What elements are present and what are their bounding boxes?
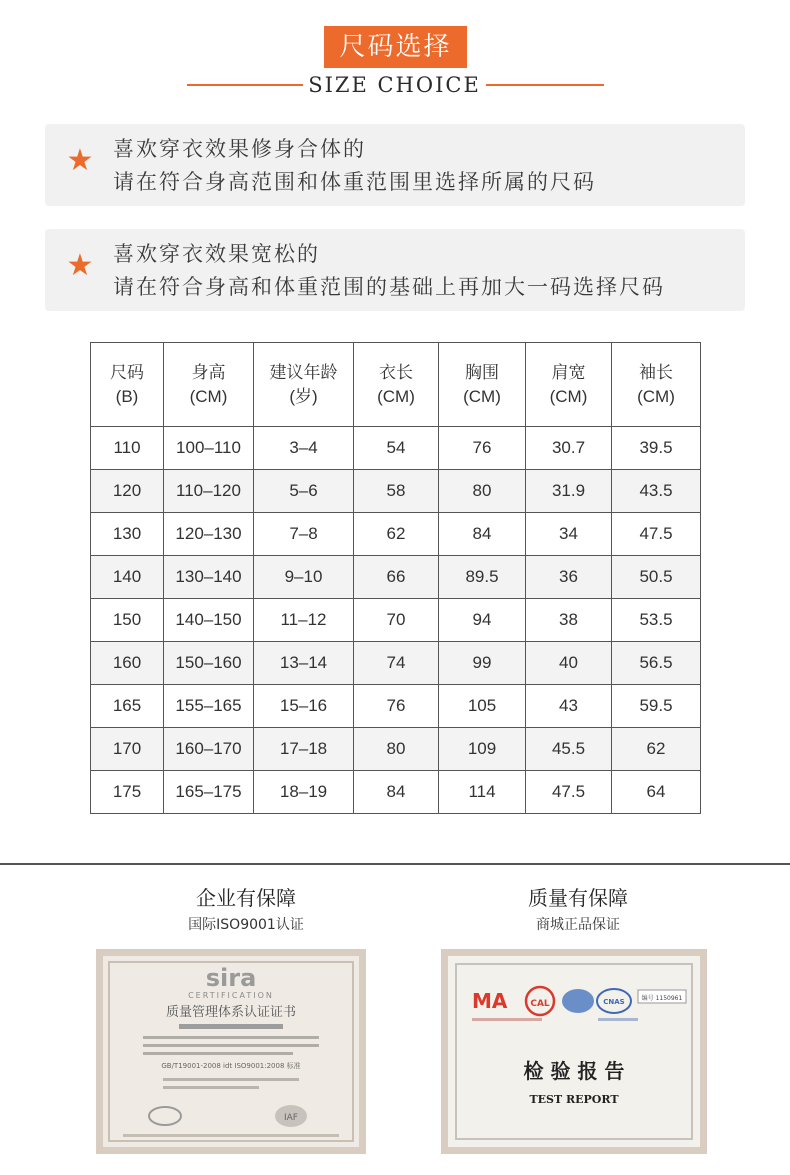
table-cell: 110–120 <box>164 470 254 513</box>
table-cell: 47.5 <box>526 771 612 814</box>
star-icon: ★ <box>66 248 94 283</box>
table-cell: 5–6 <box>254 470 354 513</box>
column-unit: (CM) <box>189 386 228 406</box>
table-cell: 58 <box>354 470 439 513</box>
cal-logo-icon: CAL <box>530 999 550 1009</box>
cert-brand-sub: CERTIFICATION <box>188 991 274 1000</box>
table-row <box>91 556 701 599</box>
column-unit: (CM) <box>637 386 675 406</box>
table-cell: 160 <box>91 642 164 685</box>
column-label: 身高 <box>191 362 226 382</box>
guarantee-title: 企业有保障 <box>196 886 296 910</box>
table-cell: 3–4 <box>254 427 354 470</box>
column-header <box>354 343 439 427</box>
table-cell: 170 <box>91 728 164 771</box>
tip-line-1: 喜欢穿衣效果宽松的 <box>113 242 320 266</box>
table-cell: 76 <box>439 427 526 470</box>
table-cell: 43.5 <box>612 470 701 513</box>
table-row <box>91 728 701 771</box>
table-row <box>91 427 701 470</box>
table-cell: 99 <box>439 642 526 685</box>
table-cell: 18–19 <box>254 771 354 814</box>
table-row <box>91 685 701 728</box>
cnas-logo-icon: CNAS <box>603 998 625 1006</box>
table-cell: 53.5 <box>612 599 701 642</box>
column-unit: (CM) <box>377 386 415 406</box>
table-cell: 76 <box>354 685 439 728</box>
report-number: 编号 1150961 <box>641 995 683 1002</box>
table-cell: 89.5 <box>439 556 526 599</box>
table-row <box>91 642 701 685</box>
subtitle-divider-right <box>486 84 604 86</box>
page-subtitle: SIZE CHOICE <box>308 73 481 97</box>
iso-certificate-graphic <box>103 956 359 1147</box>
table-cell: 66 <box>354 556 439 599</box>
quality-guarantee <box>428 884 728 937</box>
star-icon: ★ <box>66 143 94 178</box>
table-cell: 56.5 <box>612 642 701 685</box>
table-row <box>91 599 701 642</box>
table-cell: 9–10 <box>254 556 354 599</box>
table-cell: 165–175 <box>164 771 254 814</box>
fit-tip-slim <box>45 124 745 206</box>
table-cell: 13–14 <box>254 642 354 685</box>
table-cell: 15–16 <box>254 685 354 728</box>
table-cell: 70 <box>354 599 439 642</box>
guarantee-subtitle: 商城正品保证 <box>536 917 620 933</box>
table-cell: 130 <box>91 513 164 556</box>
table-cell: 50.5 <box>612 556 701 599</box>
table-cell: 140 <box>91 556 164 599</box>
table-cell: 109 <box>439 728 526 771</box>
column-header <box>612 343 701 427</box>
table-cell: 38 <box>526 599 612 642</box>
page-title: 尺码选择 <box>324 26 467 68</box>
section-divider <box>0 863 790 865</box>
table-cell: 59.5 <box>612 685 701 728</box>
cert-standard: GB/T19001-2008 idt ISO9001:2008 标准 <box>161 1062 301 1070</box>
table-cell: 74 <box>354 642 439 685</box>
table-cell: 7–8 <box>254 513 354 556</box>
table-cell: 84 <box>354 771 439 814</box>
table-cell: 54 <box>354 427 439 470</box>
report-title-en: TEST REPORT <box>529 1093 619 1106</box>
table-cell: 105 <box>439 685 526 728</box>
column-header <box>91 343 164 427</box>
table-cell: 175 <box>91 771 164 814</box>
table-cell: 120 <box>91 470 164 513</box>
test-report-graphic <box>448 956 700 1147</box>
report-title-cn: 检 验 报 告 <box>523 1059 625 1083</box>
cert-badge: IAF <box>284 1113 298 1123</box>
cert-brand: sira <box>205 964 257 992</box>
ma-logo-icon: MA <box>472 989 508 1013</box>
table-cell: 34 <box>526 513 612 556</box>
guarantee-subtitle: 国际ISO9001认证 <box>188 917 304 933</box>
table-cell: 40 <box>526 642 612 685</box>
subtitle-row <box>0 68 790 102</box>
table-cell: 140–150 <box>164 599 254 642</box>
column-unit: (B) <box>115 386 139 406</box>
table-cell: 64 <box>612 771 701 814</box>
table-cell: 62 <box>354 513 439 556</box>
table-cell: 165 <box>91 685 164 728</box>
tip-line-1: 喜欢穿衣效果修身合体的 <box>113 137 366 161</box>
column-unit: (CM) <box>549 386 588 406</box>
column-label: 衣长 <box>379 362 413 382</box>
table-cell: 39.5 <box>612 427 701 470</box>
guarantee-title: 质量有保障 <box>528 886 628 910</box>
table-row <box>91 470 701 513</box>
table-cell: 84 <box>439 513 526 556</box>
column-unit: (岁) <box>289 386 318 406</box>
iso-certificate-image <box>96 949 366 1154</box>
column-header <box>254 343 354 427</box>
size-table <box>90 342 701 814</box>
column-label: 肩宽 <box>551 362 586 382</box>
fit-tip-loose <box>45 229 745 311</box>
column-label: 建议年龄 <box>269 362 338 382</box>
table-cell: 114 <box>439 771 526 814</box>
table-cell: 62 <box>612 728 701 771</box>
cert-heading: 质量管理体系认证证书 <box>165 1005 297 1020</box>
table-cell: 120–130 <box>164 513 254 556</box>
table-cell: 30.7 <box>526 427 612 470</box>
table-cell: 160–170 <box>164 728 254 771</box>
table-cell: 11–12 <box>254 599 354 642</box>
table-cell: 80 <box>439 470 526 513</box>
column-unit: (CM) <box>463 386 501 406</box>
column-header <box>526 343 612 427</box>
column-label: 袖长 <box>639 362 673 382</box>
table-cell: 43 <box>526 685 612 728</box>
test-report-image <box>441 949 707 1154</box>
table-cell: 45.5 <box>526 728 612 771</box>
tip-line-2: 请在符合身高和体重范围的基础上再加大一码选择尺码 <box>113 275 665 299</box>
table-cell: 94 <box>439 599 526 642</box>
table-cell: 155–165 <box>164 685 254 728</box>
table-cell: 130–140 <box>164 556 254 599</box>
table-cell: 150–160 <box>164 642 254 685</box>
column-header <box>164 343 254 427</box>
table-cell: 31.9 <box>526 470 612 513</box>
table-cell: 80 <box>354 728 439 771</box>
table-cell: 36 <box>526 556 612 599</box>
column-label: 尺码 <box>110 362 144 382</box>
table-cell: 17–18 <box>254 728 354 771</box>
tip-line-2: 请在符合身高范围和体重范围里选择所属的尺码 <box>113 170 596 194</box>
table-cell: 110 <box>91 427 164 470</box>
column-label: 胸围 <box>465 362 499 382</box>
subtitle-divider-left <box>187 84 303 86</box>
table-cell: 100–110 <box>164 427 254 470</box>
table-header-row <box>91 343 701 427</box>
table-cell: 150 <box>91 599 164 642</box>
enterprise-guarantee <box>96 884 396 937</box>
table-cell: 47.5 <box>612 513 701 556</box>
column-header <box>439 343 526 427</box>
table-row <box>91 771 701 814</box>
table-row <box>91 513 701 556</box>
table-body <box>91 427 701 814</box>
